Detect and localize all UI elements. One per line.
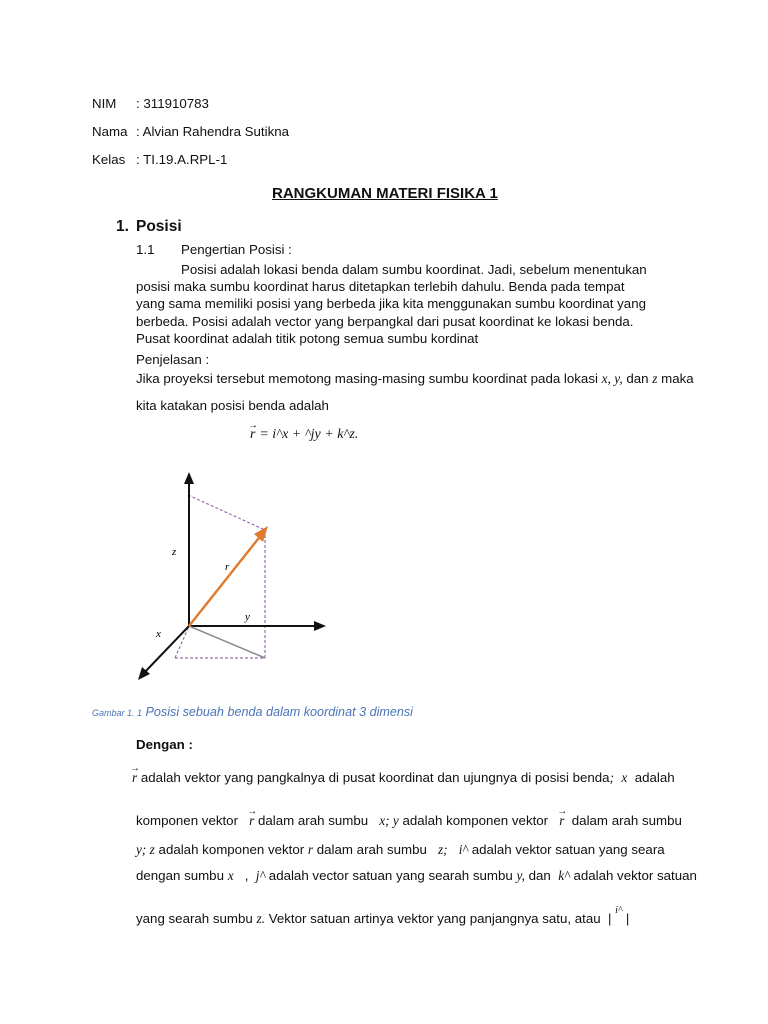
var-y: y, (516, 868, 525, 883)
caption-text: Posisi sebuah benda dalam koordinat 3 dimensi (145, 705, 413, 719)
dengan-label: Dengan : (136, 737, 193, 752)
projection-vars: x, y, (601, 371, 623, 386)
position-equation (248, 420, 359, 443)
dash-bottom-left (175, 626, 189, 658)
kelas-label: Kelas (92, 152, 126, 167)
subsection-number: 1.1 (136, 242, 155, 257)
kita-sentence: kita katakan posisi benda adalah (136, 398, 329, 413)
projection-text-c: maka (661, 371, 694, 386)
definition-4-text-d: adalah vektor satuan (573, 868, 697, 883)
y-label: y (245, 611, 250, 623)
position-vector (189, 534, 262, 626)
definition-line-5 (136, 905, 630, 929)
nim-value: : 311910783 (136, 96, 209, 111)
z-axis-arrowhead (184, 472, 194, 484)
kelas-value: : TI.19.A.RPL-1 (136, 152, 228, 167)
definition-5-text-b: Vektor satuan artinya vektor yang panjangnya satu, atau (268, 911, 601, 926)
definition-4-text-a: dengan sumbu (136, 868, 224, 883)
definition-paragraph: Posisi adalah lokasi benda dalam sumbu koordinat. Jadi, sebelum menentukan posisi maka sumbu koordinat harus ditetapkan terlebih dahulu. Benda pada tempat yang sama memiliki posisi yang berbeda jika kita menggunakan sumbu koordinat yang berbeda. Posisi adalah vector yang berpangkal dari pusat koordinat ke lokasi benda. Pusat koordinat adalah titik potong semua sumbu kordinat (136, 262, 647, 346)
vector-r: → r (248, 420, 258, 442)
projection-sentence (136, 371, 694, 387)
var-z: z; (438, 842, 448, 857)
section-number: 1. (116, 218, 129, 235)
var-x: x (621, 770, 628, 785)
definition-line-4: dengan sumbu x , j^ adalah vector satuan yang searah sumbu y, dan k^ adalah vektor satuan (136, 868, 697, 883)
subsection-heading: Pengertian Posisi : (181, 242, 292, 257)
definition-3-text-c: adalah vektor satuan yang seara (471, 842, 665, 857)
dash-top-back (188, 495, 265, 530)
nim-label: NIM (92, 96, 117, 111)
projection-var-z: z (652, 371, 658, 386)
document-title: RANGKUMAN MATERI FISIKA 1 (272, 185, 498, 202)
definition-2-text-c: adalah komponen vektor (402, 813, 549, 828)
definition-line-1: → r adalah vektor yang pangkalnya di pusat koordinat dan ujungnya di posisi benda; x adalah (130, 763, 675, 785)
definition-3-text-b: dalam arah sumbu (316, 842, 427, 857)
abs-bar-right: | (625, 911, 630, 926)
definition-5-text-a: yang searah sumbu (136, 911, 253, 926)
equation-rest: = i^x + ^jy + k^z. (259, 427, 359, 442)
definition-1-text: adalah vektor yang pangkalnya di pusat koordinat dan ujungnya di posisi benda (140, 770, 610, 785)
definition-line-2 (136, 806, 682, 829)
definition-4-text-c: dan (528, 868, 551, 883)
var-z-2: z. (256, 911, 265, 926)
x-label: x (156, 628, 161, 640)
definition-2-text-b: dalam arah sumbu (257, 813, 369, 828)
projection-line (189, 626, 265, 658)
r-label: r (225, 561, 230, 573)
unit-i: i^ (458, 842, 469, 857)
projection-text-a: Jika proyeksi tersebut memotong masing-masing sumbu koordinat pada lokasi (136, 371, 598, 386)
definition-line-3 (136, 842, 665, 858)
var-x-2: x (227, 868, 234, 883)
unit-i-2: i^ (615, 905, 623, 916)
vector-r-3: → r (557, 806, 568, 828)
definition-2-text-d: dalam arah sumbu (571, 813, 682, 828)
y-axis-arrowhead (314, 621, 326, 631)
unit-j: j^ (255, 868, 266, 883)
definition-1-end: adalah (634, 770, 675, 785)
section-heading: Posisi (136, 218, 182, 235)
projection-text-b: dan (626, 371, 649, 386)
coordinate-figure (130, 460, 340, 690)
vars-yz: y; z (136, 842, 155, 857)
penjelasan-label: Penjelasan : (136, 352, 210, 367)
vector-r-1: → r (130, 763, 140, 785)
vars-xy: x; y (379, 813, 399, 828)
definition-3-text-a: adalah komponen vektor (158, 842, 305, 857)
caption-prefix: Gambar 1. 1 (92, 708, 143, 718)
x-axis-line (143, 626, 189, 674)
var-r: r (307, 842, 314, 857)
abs-bar-left: | (608, 911, 612, 926)
definition-4-text-b: adalah vector satuan yang searah sumbu (268, 868, 513, 883)
figure-caption (92, 704, 413, 721)
nama-value: : Alvian Rahendra Sutikna (136, 124, 290, 139)
z-label: z (172, 546, 177, 558)
unit-k: k^ (558, 868, 570, 883)
vector-r-2: → r (247, 806, 258, 828)
nama-label: Nama (92, 124, 128, 139)
definition-2-text-a: komponen vektor (136, 813, 238, 828)
